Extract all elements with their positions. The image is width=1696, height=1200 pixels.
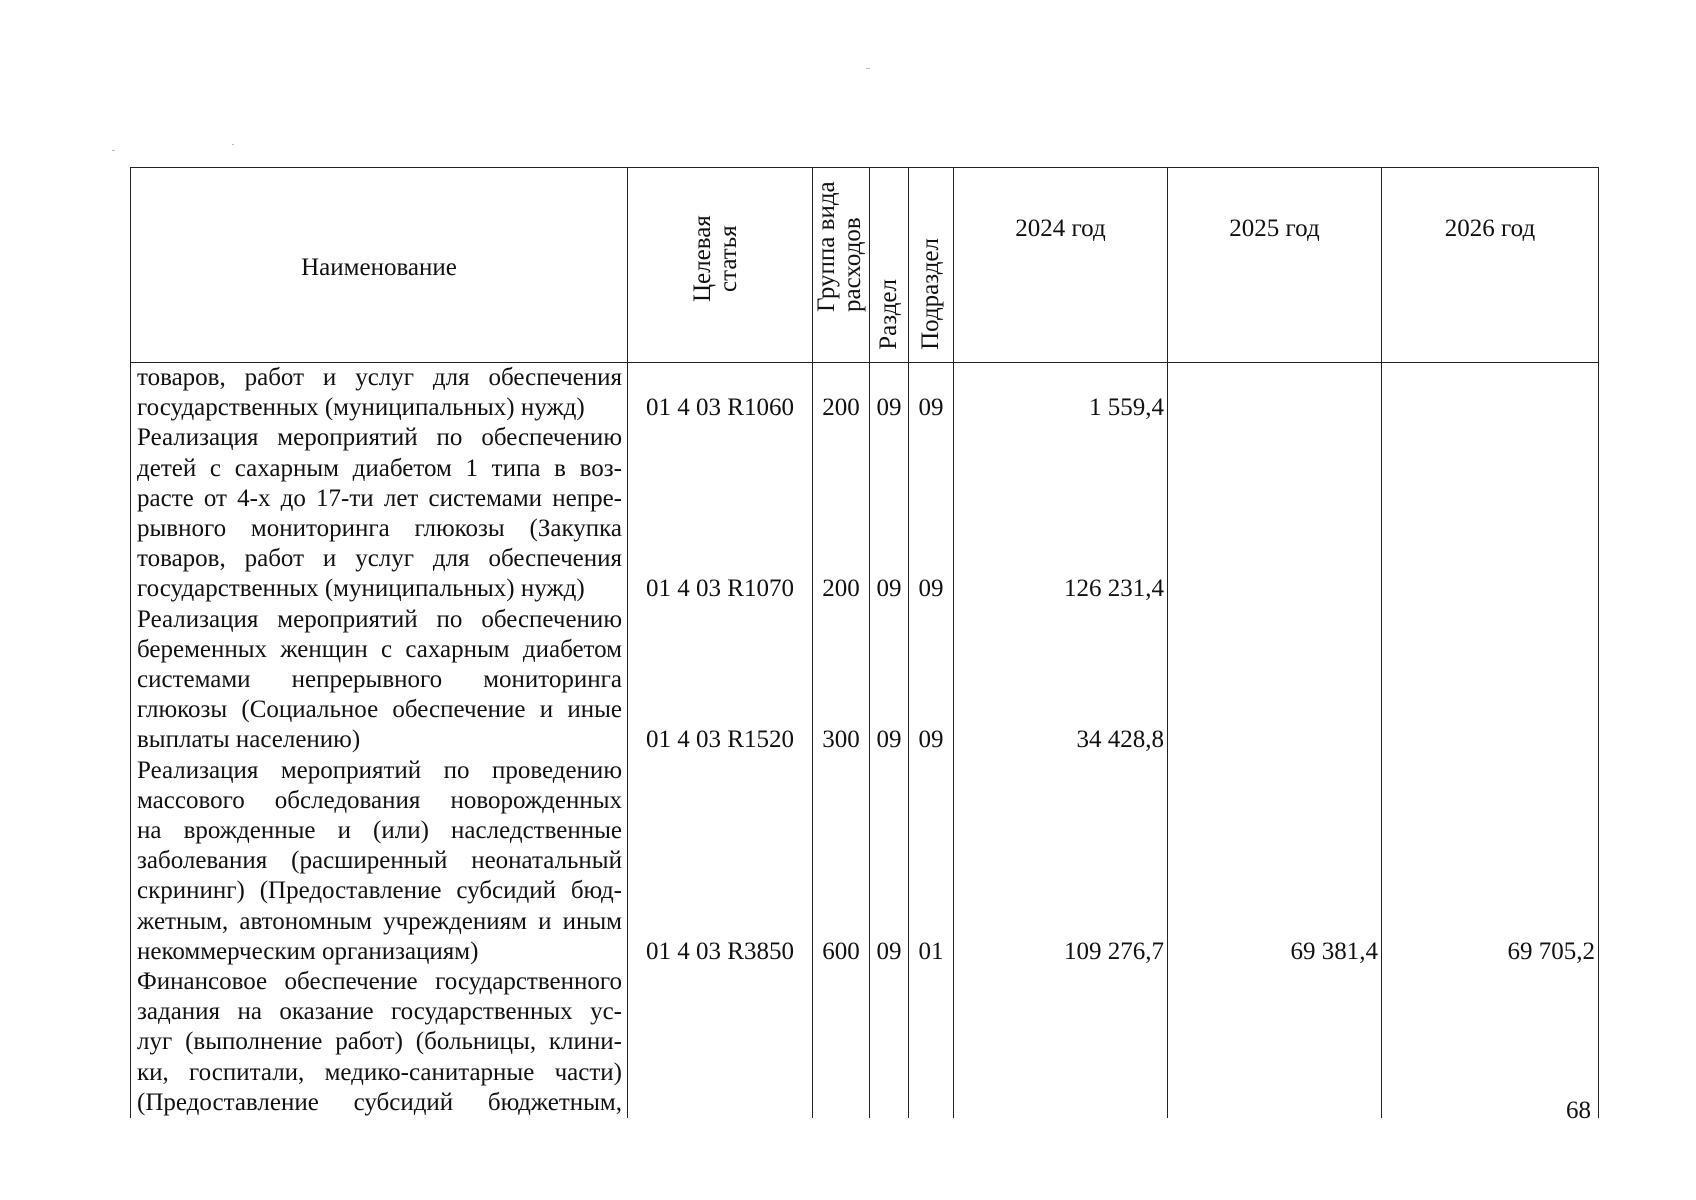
table-row xyxy=(131,756,1599,967)
row-amount-2026 xyxy=(1382,423,1599,604)
row-name-line: системами непрерывного мониторинга xyxy=(137,666,622,694)
row-name-line: скрининг) (Предоставление субсидий бюд- xyxy=(137,877,622,905)
header-subsection-label: Подраздел xyxy=(917,237,944,350)
row-section: 09 xyxy=(870,363,909,424)
row-amount-2024: 109 276,7 xyxy=(954,756,1168,967)
row-name xyxy=(131,756,628,967)
row-name-line: (Предоставление субсидий бюджетным, xyxy=(137,1088,622,1116)
row-section: 09 xyxy=(870,605,909,756)
row-section: 09 xyxy=(870,423,909,604)
row-name xyxy=(131,605,628,756)
row-expense-group: 200 xyxy=(813,423,870,604)
header-year-2025-label: 2025 год xyxy=(1229,215,1320,242)
row-name xyxy=(131,423,628,604)
header-section-label: Раздел xyxy=(875,279,902,350)
row-name-line: выплаты населению) xyxy=(137,726,361,754)
row-name-line: луг (выполнение работ) (больницы, клини- xyxy=(137,1028,622,1056)
header-target-article xyxy=(628,168,813,363)
row-target-article: 01 4 03 R1520 xyxy=(628,605,813,756)
row-amount-2025 xyxy=(1168,363,1382,424)
table-row xyxy=(131,967,1599,1118)
table-header-row xyxy=(131,168,1599,363)
row-amount-2024: 126 231,4 xyxy=(954,423,1168,604)
header-section xyxy=(870,168,909,363)
table-row xyxy=(131,605,1599,756)
row-target-article: 01 4 03 R3850 xyxy=(628,756,813,967)
header-year-2026-label: 2026 год xyxy=(1444,215,1536,242)
row-amount-2026: 69 705,2 xyxy=(1382,756,1599,967)
header-year-2025 xyxy=(1168,168,1382,363)
row-name-line: жетным, автономным учреждениям и иным xyxy=(137,907,622,935)
table-row xyxy=(131,363,1599,424)
row-target-article: 01 4 03 R1060 xyxy=(628,363,813,424)
row-name-line: Реализация мероприятий по обеспечению xyxy=(137,424,622,452)
table-row xyxy=(131,423,1599,604)
header-expense-group xyxy=(813,168,870,363)
row-amount-2025 xyxy=(1168,605,1382,756)
row-subsection: 09 xyxy=(909,605,954,756)
row-name-line: на врожденные и (или) наследственные xyxy=(137,817,622,845)
row-name-line: некоммерческим организациям) xyxy=(137,937,479,965)
row-amount-2026 xyxy=(1382,363,1599,424)
header-year-2026 xyxy=(1382,168,1599,363)
row-section xyxy=(870,967,909,1118)
row-name-line: государственных (муниципальных) нужд) xyxy=(137,575,585,603)
table-body xyxy=(131,363,1599,1119)
scan-speck xyxy=(112,150,115,151)
row-name-line: ки, госпитали, медико-санитарные части) xyxy=(137,1058,622,1086)
row-subsection xyxy=(909,967,954,1118)
header-subsection xyxy=(909,168,954,363)
header-year-2024 xyxy=(954,168,1168,363)
row-name-line: задания на оказание государственных ус- xyxy=(137,998,622,1026)
row-name-line: беременных женщин с сахарным диабетом xyxy=(137,635,622,663)
row-amount-2024: 1 559,4 xyxy=(954,363,1168,424)
row-amount-2025 xyxy=(1168,967,1382,1118)
header-expense-group-label: Группа вида расходов xyxy=(813,181,866,312)
row-name-line: государственных (муниципальных) нужд) xyxy=(137,394,585,422)
row-expense-group: 200 xyxy=(813,363,870,424)
row-name-line: товаров, работ и услуг для обеспечения xyxy=(137,545,622,573)
header-name xyxy=(131,168,628,363)
row-name-line: детей с сахарным диабетом 1 типа в воз- xyxy=(137,454,622,482)
scan-speck xyxy=(232,144,234,145)
row-name-line: Реализация мероприятий по проведению xyxy=(137,756,622,784)
row-amount-2024 xyxy=(954,967,1168,1118)
row-name-line: заболевания (расширенный неонатальный xyxy=(137,847,622,875)
row-amount-2026 xyxy=(1382,605,1599,756)
budget-table xyxy=(130,167,1599,1118)
row-target-article xyxy=(628,967,813,1118)
header-year-2024-label: 2024 год xyxy=(1015,215,1106,242)
page-number: 68 xyxy=(1566,1097,1591,1124)
row-target-article: 01 4 03 R1070 xyxy=(628,423,813,604)
row-amount-2025: 69 381,4 xyxy=(1168,756,1382,967)
row-subsection: 09 xyxy=(909,423,954,604)
row-name-line: Финансовое обеспечение государственного xyxy=(137,968,622,996)
row-name xyxy=(131,363,628,424)
scan-speck xyxy=(866,68,870,69)
row-expense-group: 300 xyxy=(813,605,870,756)
row-name-line: расте от 4-х до 17-ти лет системами непре- xyxy=(137,484,622,512)
row-amount-2024: 34 428,8 xyxy=(954,605,1168,756)
row-name xyxy=(131,967,628,1118)
row-expense-group xyxy=(813,967,870,1118)
row-name-line: глюкозы (Социальное обеспечение и иные xyxy=(137,696,622,724)
row-subsection: 09 xyxy=(909,363,954,424)
row-section: 09 xyxy=(870,756,909,967)
row-amount-2026 xyxy=(1382,967,1599,1118)
header-target-article-label: Целевая статья xyxy=(689,215,742,303)
row-name-line: рывного мониторинга глюкозы (Закупка xyxy=(137,515,622,543)
row-expense-group: 600 xyxy=(813,756,870,967)
row-subsection: 01 xyxy=(909,756,954,967)
row-name-line: Реализация мероприятий по обеспечению xyxy=(137,605,622,633)
row-name-line: массового обследования новорожденных xyxy=(137,786,622,814)
row-amount-2025 xyxy=(1168,423,1382,604)
header-name-label: Наименование xyxy=(301,253,457,281)
row-name-line: товаров, работ и услуг для обеспечения xyxy=(137,364,622,391)
